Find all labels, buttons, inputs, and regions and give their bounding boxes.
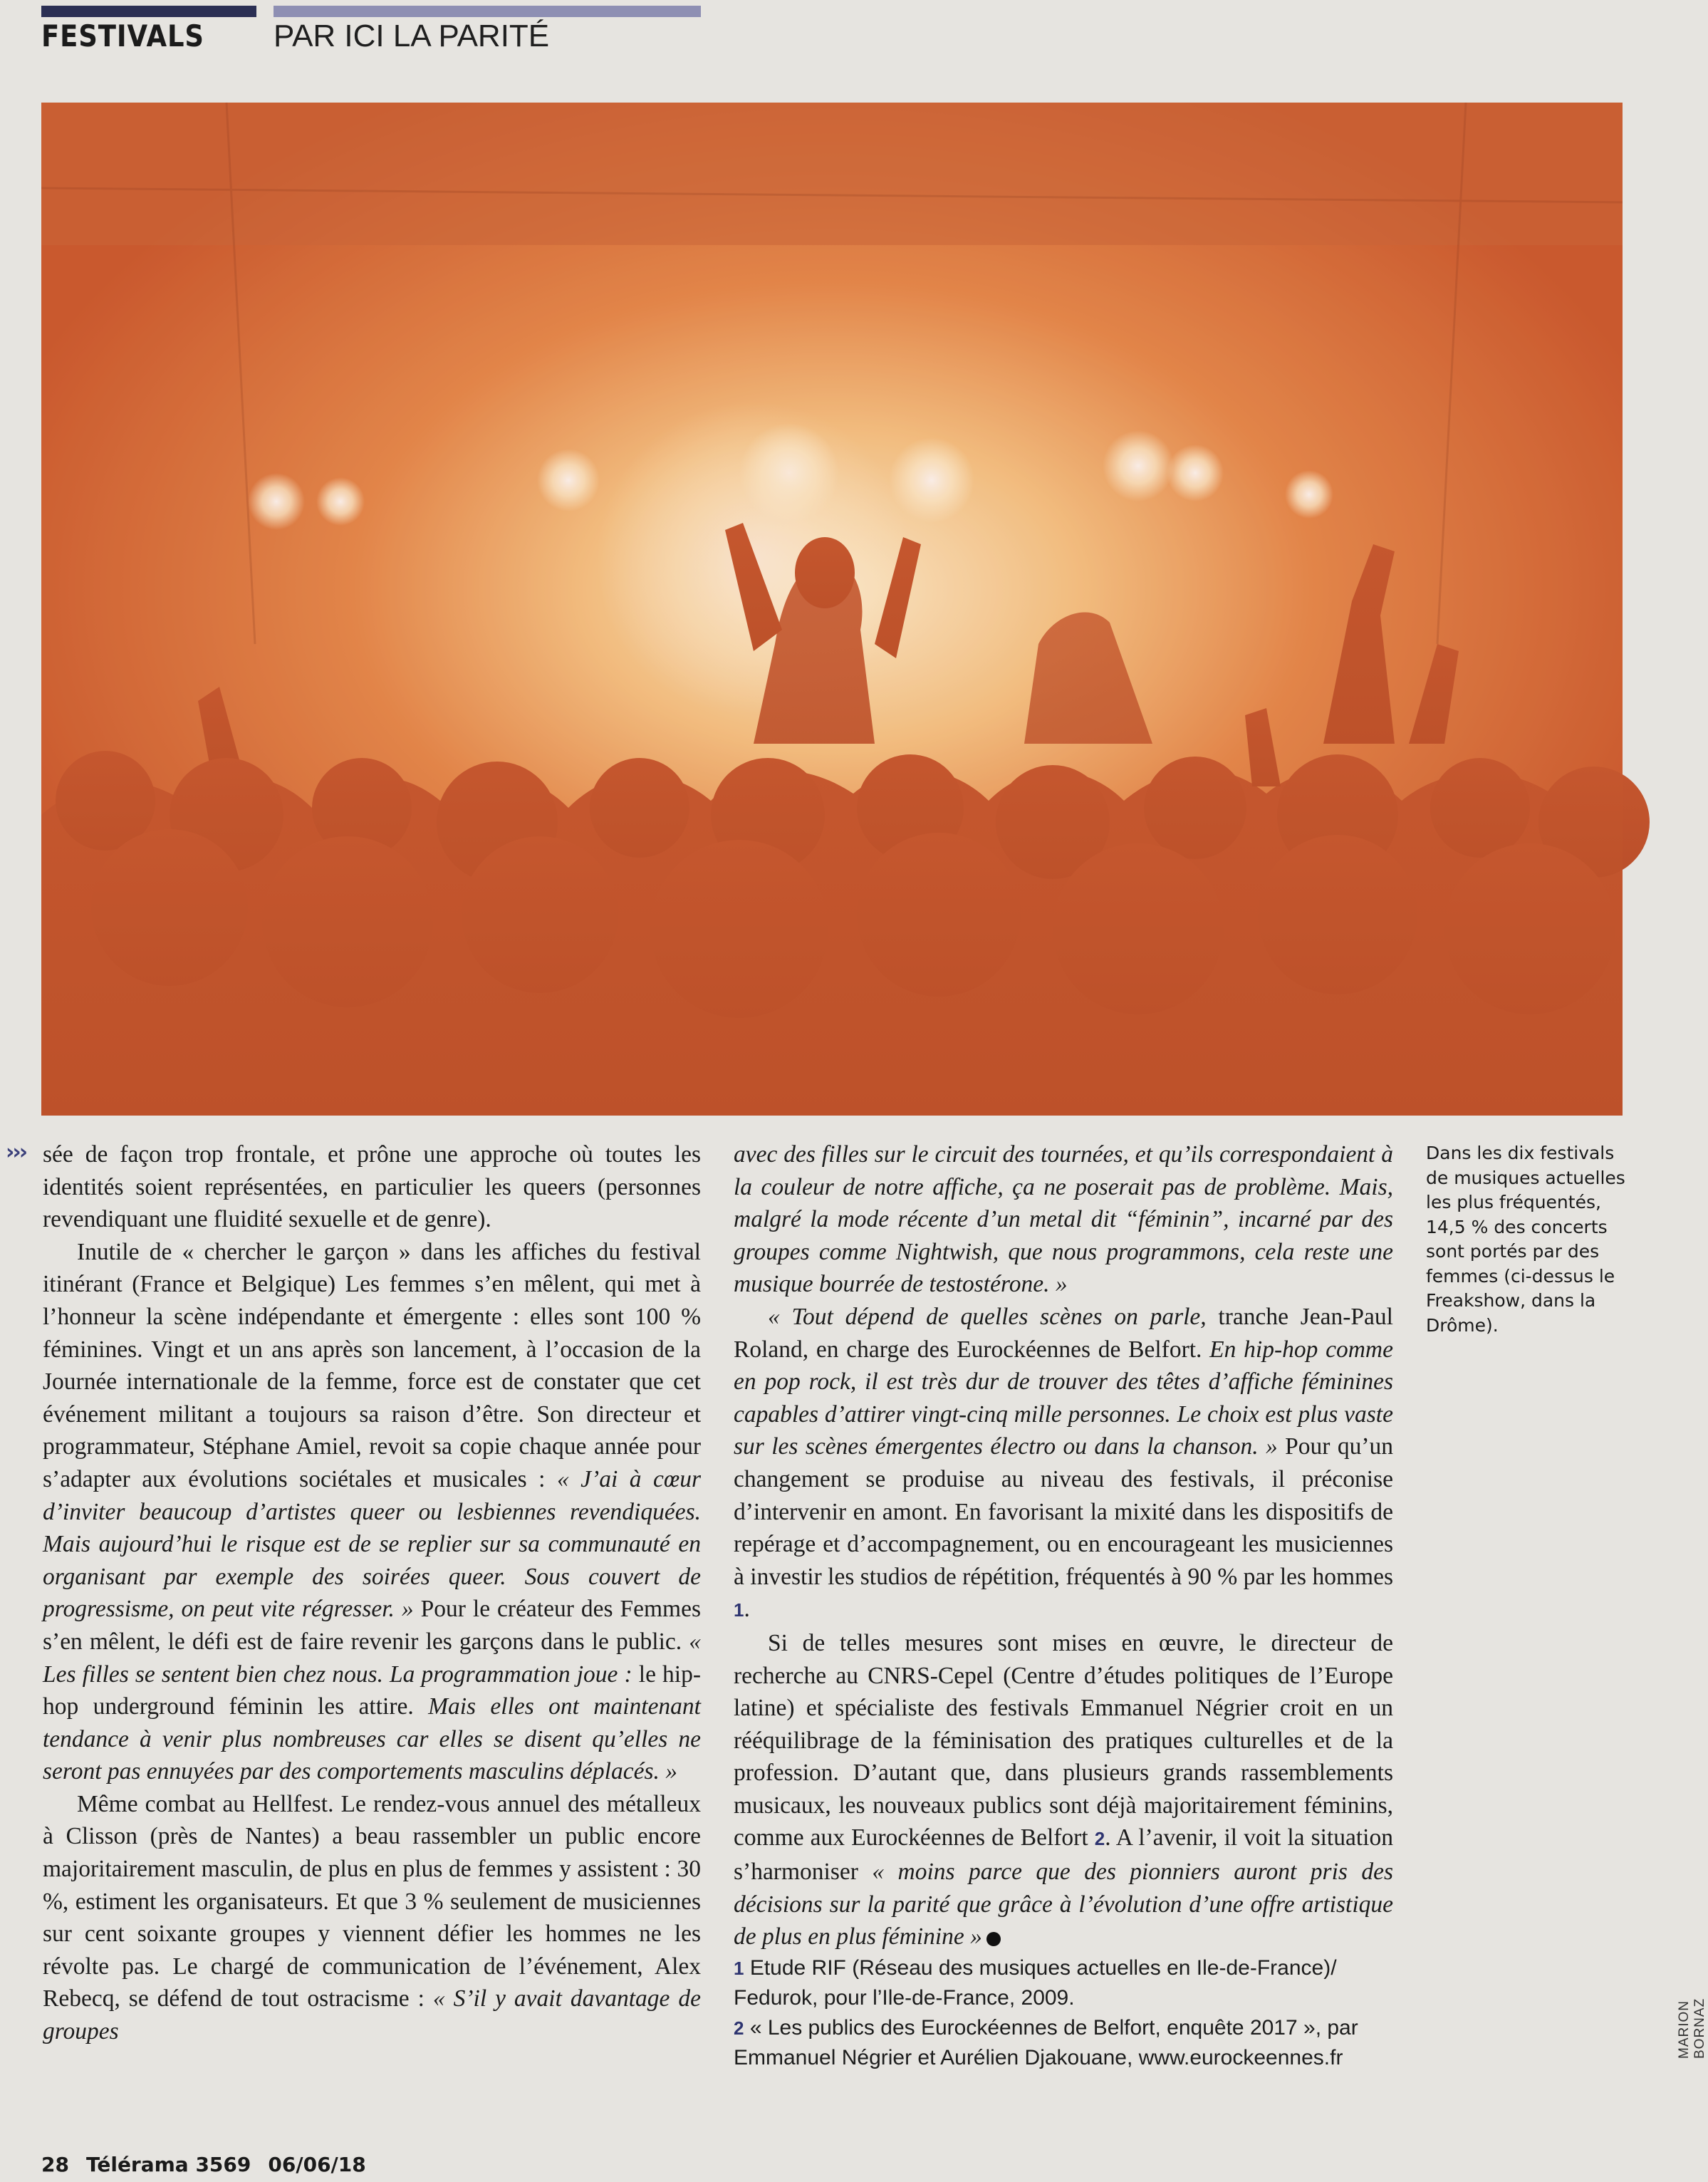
page-number: 28 bbox=[41, 2153, 69, 2176]
page-folio bbox=[41, 2153, 383, 2176]
photo-credit: MARION BORNAZ bbox=[1677, 1997, 1707, 2059]
footnote: 2 « Les publics des Eurockéennes de Belfort, enquête 2017 », par Emmanuel Négrier et Aurélien Djakouane, www.eurockeennes.fr bbox=[734, 2015, 1358, 2069]
concert-crowd-illustration bbox=[41, 103, 1623, 1116]
rubric-title: PAR ICI LA PARITÉ bbox=[274, 19, 550, 53]
footnote-ref: 2 bbox=[1094, 1828, 1105, 1850]
paragraph: Si de telles mesures sont mises en œuvre, le directeur de recherche au CNRS-Cepel (Centre d’études politiques de l’Europe latine) et spécialiste des festivals Emmanuel Négrier croit en un rééquilibrage de la féminisation des pratiques culturelles et de la profession. D’autant que, dans plusieurs grands rassemblements musicaux, les nouveaux publics sont déjà majoritairement féminins, comme aux Eurockéennes de Belfort 2. A l’avenir, il voit la situation s’harmoniser « moins parce que des pionniers auront pris des décisions sur la parité que grâce à l’évolution d’une offre artistique de plus en plus féminine » bbox=[734, 1629, 1393, 1950]
magazine-issue: Télérama 3569 bbox=[85, 2153, 251, 2176]
paragraph: « Tout dépend de quelles scènes on parle, tranche Jean-Paul Roland, en charge des Eurockéennes de Belfort. En hip-hop comme en pop rock, il est très dur de trouver des têtes d’affiche féminines capables d’attirer vingt-cinq mille personnes. Le choix est plus vaste sur les scènes émergentes électro ou dans la chanson. » Pour qu’un changement se produise au niveau des festivals, il préconise d’intervenir en amont. En favorisant la mixité dans les dispositifs de repérage et d’accompagnement, ou en encourageant les musiciennes à investir les studios de répétition, fréquentés à 90 % par les hommes 1. bbox=[734, 1303, 1393, 1623]
section-bar bbox=[41, 6, 256, 17]
issue-date: 06/06/18 bbox=[268, 2153, 366, 2176]
paragraph: sée de façon trop frontale, et prône une approche où toutes les identités soient représentées, en particulier les queers (personnes revendiquant une fluidité sexuelle et de genre). bbox=[43, 1141, 701, 1233]
footnote-ref: 1 bbox=[734, 1599, 744, 1621]
photo-caption: Dans les dix festivals de musiques actuelles les plus fréquentés, 14,5 % des concerts sont portés par des femmes (ci-dessus le Freakshow, dans la Drôme). bbox=[1426, 1143, 1625, 1336]
paragraph: Inutile de « chercher le garçon » dans les affiches du festival itinérant (France et Belgique) Les femmes s’en mêlent, qui met à l’honneur la scène indépendante et émergente : elles sont 100 % féminines. Vingt et un ans après son lancement, à l’occasion de la Journée internationale de la femme, force est de constater que cet événement militant a toujours sa raison d’être. Son directeur et programmateur, Stéphane Amiel, revoit sa copie chaque année pour s’adapter aux évolutions sociétales et musicales : « J’ai à cœur d’inviter beaucoup d’artistes queer ou lesbiennes revendiquées. Mais aujourd’hui le risque est de se replier sur sa communauté en organisant par exemple des soirées queer. Sous couvert de progressisme, on peut vite régresser. » Pour le créateur des Femmes s’en mêlent, le défi est de faire revenir les garçons dans le public. « Les filles se sentent bien chez nous. La programmation joue : le hip-hop underground féminin les attire. Mais elles ont maintenant tendance à venir plus nombreuses car elles se disent qu’elles ne seront pas ennuyées par des comportements masculins déplacés. » bbox=[43, 1238, 702, 1785]
continued-marker: ››› bbox=[6, 1140, 26, 1165]
rubric-bar bbox=[274, 6, 701, 17]
end-mark-icon bbox=[986, 1932, 1001, 1946]
paragraph: avec des filles sur le circuit des tournées, et qu’ils correspondaient à la couleur de notre affiche, ça ne poserait pas de problème. Mais, malgré la mode récente d’un metal dit “féminin”, incarné par des groupes comme Nightwish, que nous programmons, cela reste une musique bourrée de testostérone. » bbox=[734, 1141, 1393, 1298]
footnote: 1 Etude RIF (Réseau des musiques actuelles en Ile-de-France)/ Fedurok, pour l’Ile-de-France, 2009. bbox=[734, 1955, 1337, 2010]
section-title: FESTIVALS bbox=[41, 19, 204, 53]
paragraph: Même combat au Hellfest. Le rendez-vous annuel des métalleux à Clisson (près de Nantes) a beau rassembler un public encore majoritairement masculin, de plus en plus de femmes y assistent : 30 %, estiment les organisateurs. Et que 3 % seulement de musiciennes sur cent soixante groupes y viennent défier les hommes ne les révolte pas. Le chargé de communication de l’événement, Alex Rebecq, se défend de tout ostracisme : « S’il y avait davantage de groupes bbox=[43, 1790, 701, 2045]
article-column-1 bbox=[43, 1138, 701, 2048]
concert-photo bbox=[41, 103, 1623, 1116]
article-column-2 bbox=[734, 1138, 1393, 2073]
